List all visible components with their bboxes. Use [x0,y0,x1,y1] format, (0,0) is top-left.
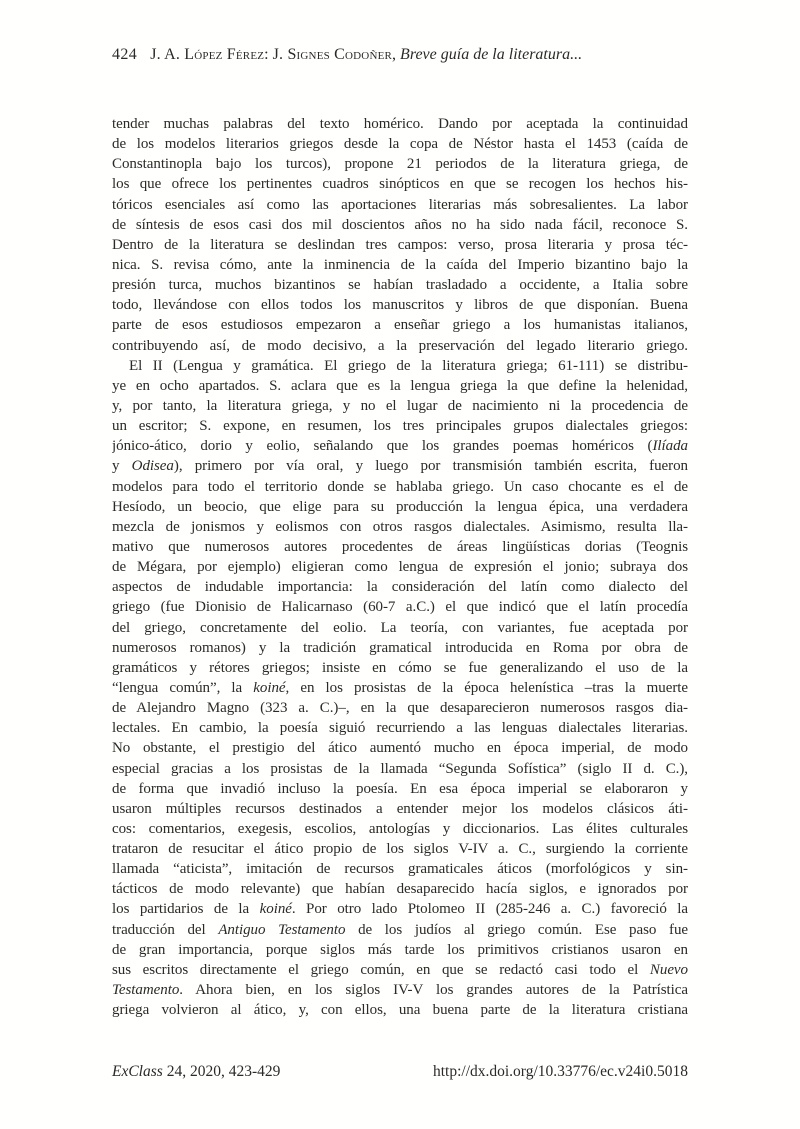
text-line: presión turca, muchos bizantinos se habían trasladado a occidente, a Italia sobre [112,277,688,294]
text-line: todo, llevándose con ellos todos los manuscritos y libros de que disponían. Buena [112,297,688,314]
text-line: mezcla de jonismos y eolismos con otros rasgos dialectales. Asimismo, resulta lla- [112,518,688,535]
italic-text: ExClass [112,1063,163,1080]
text-line: griega volvieron al ático, y, con ellos, una buena parte de la literatura cristiana [112,1002,688,1019]
page-header [112,46,688,64]
text-line: tácticos de modo relevante) que habían desaparecido hacía siglos, e ignorados por [112,881,688,898]
text-line: especial gracias a los prosistas de la llamada “Segunda Sofística” (siglo II d. C.), [112,760,688,777]
text-line: numerosos romanos) y la tradición gramatical introducida en Roma por obra de [112,639,688,656]
text-line: griego (fue Dionisio de Halicarnaso (60-7 a.C.) el que indicó que el latín procedía [112,599,688,616]
text-line: lectales. En cambio, la poesía siguió recurriendo a las lenguas dialectales literarias. [112,720,688,737]
italic-text: koiné [259,901,292,918]
text-line: cos: comentarios, exegesis, escolios, antologías y diccionarios. Las élites culturales [112,820,688,837]
paragraph [112,114,688,356]
smallcaps-text: J. Signes Codoñer [272,46,393,63]
text-line: sus escritos directamente el griego común, en que se redactó casi todo el Nuevo [112,961,688,978]
page-number: 424 [112,46,138,63]
text-line: traducción del Antiguo Testamento de los judíos al griego común. Ese paso fue [112,921,688,938]
review-body-text [112,114,688,1020]
italic-text: Antiguo Testamento [218,921,346,938]
text-line: “lengua común”, la koiné, en los prosistas de la época helenística –tras la muerte [112,679,688,696]
running-title: J. A. López Férez: J. Signes Codoñer, Breve guía de la literatura... [150,46,583,63]
text-line: El II (Lengua y gramática. El griego de la literatura griega; 61-111) se distribu- [129,357,688,374]
text-line: gramáticos y rétores griegos; insiste en cómo se fue generalizando el uso de la [112,659,688,676]
text-line: parte de esos estudiosos empezaron a enseñar griego a los humanistas italianos, [112,317,688,334]
text-line: modelos para todo el territorio donde se hablaba griego. Un caso chocante es el de [112,478,688,495]
text-line: de síntesis de esos casi dos mil doscientos años no ha sido nada fácil, reconoce S. [112,216,688,233]
italic-text: Nuevo [649,961,688,978]
text-line: de Alejandro Magno (323 a. C.)–, en la que desaparecieron numerosos rasgos dia- [112,700,688,717]
text-line: de gran importancia, porque siglos más tarde los primitivos cristianos usaron en [112,941,688,958]
text-line: los partidarios de la koiné. Por otro lado Ptolomeo II (285-246 a. C.) favoreció la [112,901,688,918]
text-line: Hesíodo, un beocio, que elige para su producción la lengua épica, una verdadera [112,498,688,515]
italic-text: Odisea [131,458,174,475]
smallcaps-text: J. A. López Férez [150,46,265,63]
text-line: tóricos esenciales así como las aportaciones literarias más sobresalientes. La labor [112,196,688,213]
text-line: jónico-ático, dorio y eolio, señalando que los grandes poemas homéricos (Ilíada [112,438,688,455]
text-line: Testamento. Ahora bien, en los siglos IV-V los grandes autores de la Patrística [112,982,688,999]
doi-text: http://dx.doi.org/10.33776/ec.v24i0.5018 [432,1063,688,1080]
text-line: ye en ocho apartados. S. aclara que es la lengua griega la que define la helenidad, [112,377,688,394]
text-line: No obstante, el prestigio del ático aumentó mucho en época imperial, de modo [112,740,688,757]
text-line: y, por tanto, la literatura griega, y no el lugar de nacimiento ni la procedencia de [112,397,688,414]
italic-text: Testamento [112,982,180,999]
text-line: llamada “aticista”, imitación de recursos gramaticales áticos (morfológicos y sin- [112,861,688,878]
text-line: tender muchas palabras del texto homérico. Dando por aceptada la continuidad [112,116,688,132]
text-line: Dentro de la literatura se deslindan tres campos: verso, prosa literaria y prosa téc- [112,236,688,253]
text-line: contribuyendo así, de modo decisivo, a la preservación del legado literario griego. [112,337,688,354]
text-line: nica. S. revisa cómo, ante la inminencia de la caída del Imperio bizantino bajo la [112,256,688,273]
text-line: de los modelos literarios griegos desde la copa de Néstor hasta el 1453 (caída de [112,136,688,153]
text-line: Constantinopla bajo los turcos), propone 21 periodos de la literatura griega, de [112,156,688,173]
text-line: de Mégara, por ejemplo) eligieran como lengua de expresión el jonio; subraya dos [112,559,688,576]
text-line: del griego, concretamente del eolio. La teoría, con variantes, fue aceptada por [112,619,688,636]
page-footer [112,1063,688,1081]
text-line: aspectos de indudable importancia: la consideración del latín como dialecto del [112,579,688,596]
italic-text: Ilíada [652,438,688,455]
italic-text: koiné [253,679,286,696]
text-line: y Odisea), primero por vía oral, y luego por transmisión también escrita, fueron [112,458,688,475]
text-line: un escritor; S. expone, en resumen, los tres principales grupos dialectales griegos: [112,418,688,435]
text-line: de forma que invadió incluso la poesía. En esa época imperial se elaboraron y [112,780,688,797]
text-line: los que ofrece los pertinentes cuadros sinópticos en que se recogen los hechos his- [112,176,688,193]
journal-citation: ExClass 24, 2020, 423-429 [112,1063,281,1080]
paragraph [112,356,688,1021]
text-line: mativo que numerosos autores procedentes de áreas lingüísticas dorias (Teognis [112,538,688,555]
text-line: usaron múltiples recursos destinados a entender mejor los modelos clásicos áti- [112,800,688,817]
text-line: trataron de resucitar el ático propio de los siglos V-IV a. C., surgiendo la corriente [112,841,688,858]
italic-text: Breve guía de la literatura... [400,46,583,63]
